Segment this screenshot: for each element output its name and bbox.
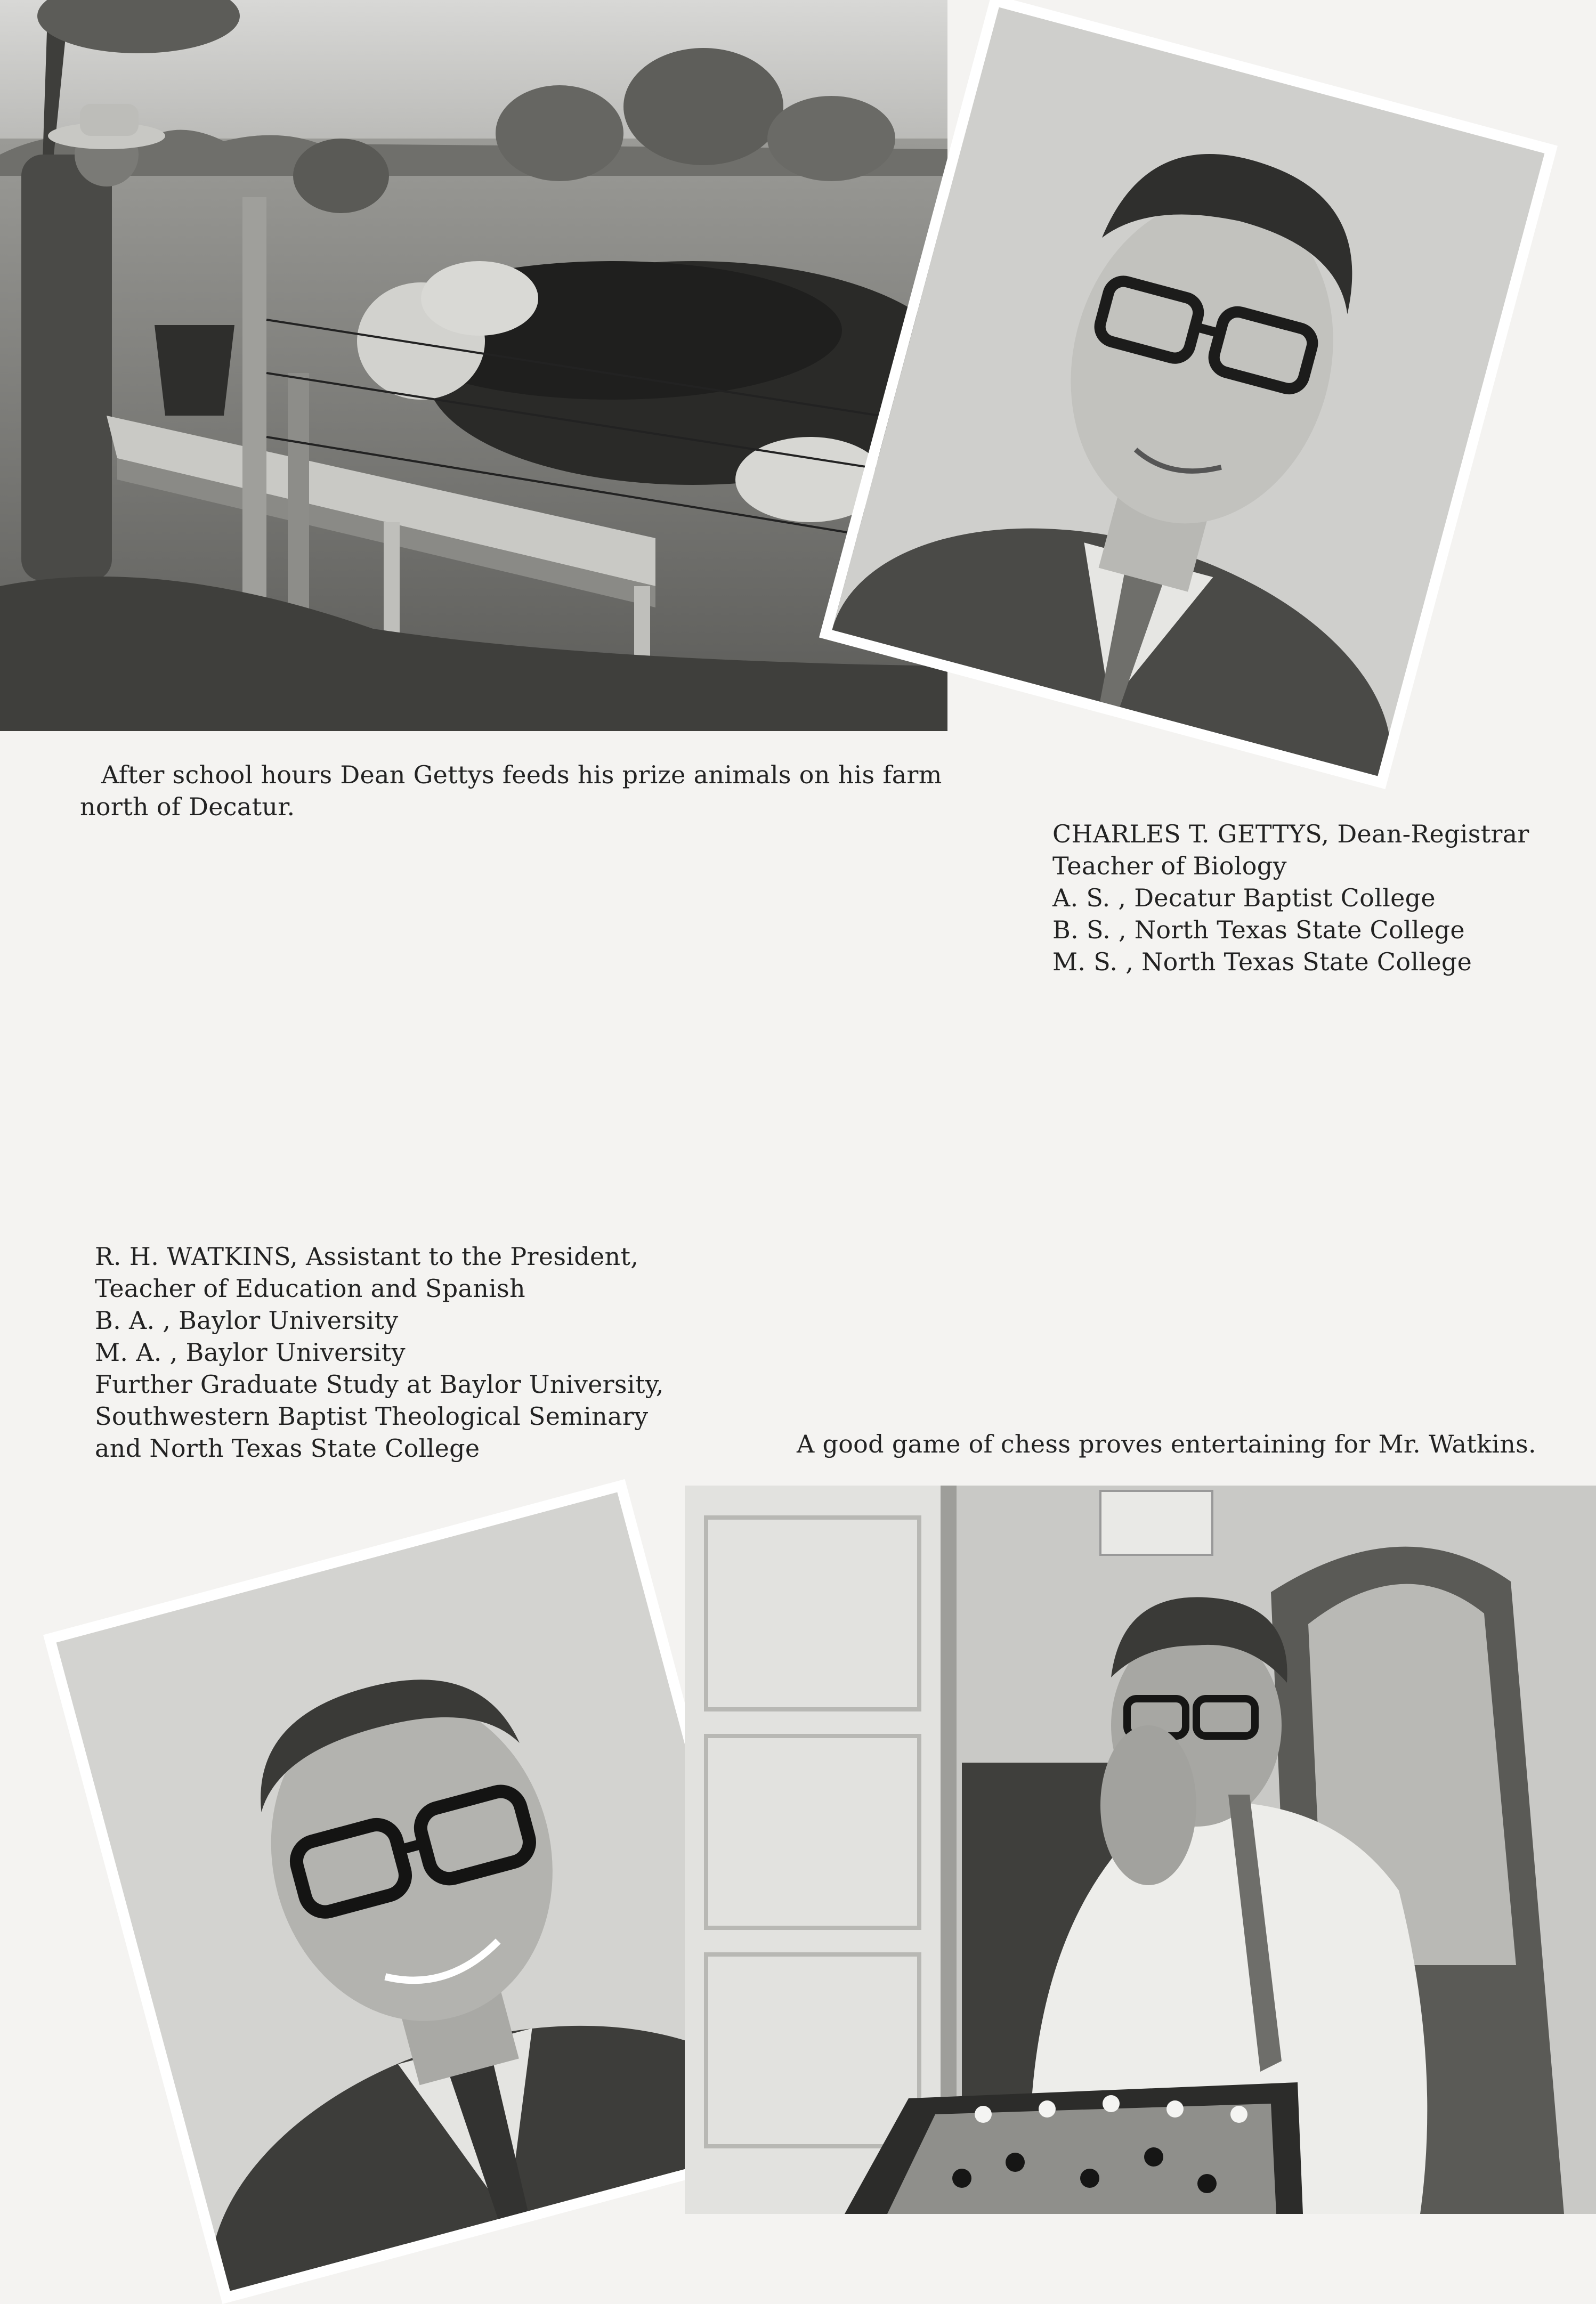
gettys-bio-line: Teacher of Biology [1052, 851, 1287, 880]
watkins-bio-line: M. A. , Baylor University [95, 1338, 406, 1367]
farm-caption-line-2: north of Decatur. [80, 792, 295, 821]
gettys-bio [1052, 818, 1585, 978]
farm-photo-caption [80, 759, 954, 823]
gettys-bio-line: M. S. , North Texas State College [1052, 947, 1472, 976]
farm-photo [0, 0, 947, 731]
watkins-bio-line: Further Graduate Study at Baylor University, [95, 1370, 664, 1399]
watkins-bio-line: R. H. WATKINS, Assistant to the President, [95, 1242, 639, 1271]
watkins-bio [95, 1240, 734, 1464]
chess-caption-text: A good game of chess proves entertaining for Mr. Watkins. [797, 1430, 1536, 1458]
chess-photo [685, 1486, 1596, 2214]
gettys-bio-line: A. S. , Decatur Baptist College [1052, 883, 1436, 912]
gettys-bio-line: CHARLES T. GETTYS, Dean-Registrar [1052, 820, 1529, 848]
watkins-bio-line: B. A. , Baylor University [95, 1306, 399, 1335]
watkins-bio-line: Teacher of Education and Spanish [95, 1274, 525, 1303]
chess-photo-caption [797, 1428, 1564, 1460]
watkins-bio-line: and North Texas State College [95, 1434, 480, 1463]
farm-caption-line-1: After school hours Dean Gettys feeds his prize animals on his farm [101, 760, 942, 789]
gettys-bio-line: B. S. , North Texas State College [1052, 915, 1465, 944]
watkins-bio-line: Southwestern Baptist Theological Seminary [95, 1402, 649, 1431]
